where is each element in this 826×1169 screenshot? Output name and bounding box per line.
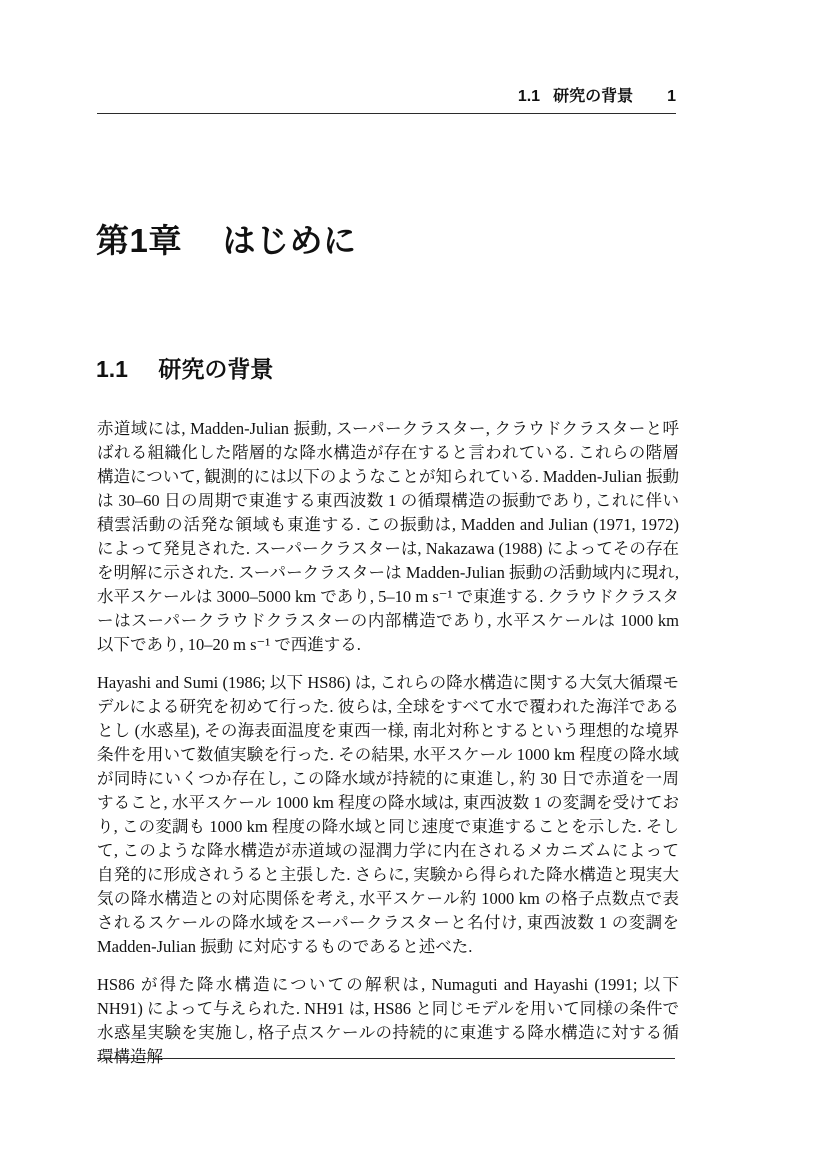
section-number: 1.1 xyxy=(96,356,128,382)
chapter-title: はじめに xyxy=(222,222,357,259)
paragraph-nh91-interpretation: HS86 が得た降水構造についての解釈は, Numaguti and Hayashi (1991; 以下 NH91) によって与えられた. NH91 は, HS86 と同じモデルを用いて同様の条件で水惑星実験を実施し, 格子点スケールの持続的に東進する降水構造に対する循環構造解 xyxy=(97,975,679,1066)
running-header-section-title: 研究の背景 xyxy=(553,88,634,105)
paragraph-intro-observations: 赤道域には, Madden-Julian 振動, スーパークラスター, クラウドクラスターと呼ばれる組織化した階層的な降水構造が存在すると言われている. これらの階層構造について, 観測的には以下のようなことが知られている. Madden-Julian 振動は 30–60 日の周期で東進する東西波数 1 の循環構造の振動であり, これに伴い積雲活動の活発な領域も東進する. この振動は, Madden and Julian (1971, 1972) によって発見された. スーパークラスターは, Nakazawa (1988) によってその存在を明解に示された. スーパークラスターは Madden-Julian 振動の活動域内に現れ, 水平スケールは 3000–5000 km であり, 5–10 m s⁻¹ で東進する. クラウドクラスターはスーパークラウドクラスターの内部構造であり, 水平スケールは 1000 km 以下であり, 10–20 m s⁻¹ で西進する. xyxy=(97,419,679,654)
section-heading xyxy=(96,351,273,384)
body-text xyxy=(97,417,679,1083)
paragraph-hs86-experiment: Hayashi and Sumi (1986; 以下 HS86) は, これらの降水構造に関する大気大循環モデルによる研究を初めて行った. 彼らは, 全球をすべて水で覆われた海洋であるとし (水惑星), その海表面温度を東西一様, 南北対称とするという理想的な境界条件を用いて数値実験を行った. その結果, 水平スケール 1000 km 程度の降水域が同時にいくつか存在し, この降水域が持続的に東進し, 約 30 日で赤道を一周すること, 水平スケール 1000 km 程度の降水域は, 東西波数 1 の変調を受けており, この変調も 1000 km 程度の降水域と同じ速度で東進することを示した. そして, このような降水構造が赤道域の湿潤力学に内在されるメカニズムによって自発的に形成されうると主張した. さらに, 実験から得られた降水構造と現実大気の降水構造との対応関係を考え, 水平スケール約 1000 km の格子点数点で表されるスケールの降水域をスーパークラスターと名付け, 東西波数 1 の変調を Madden-Julian 振動 に対応するものであると述べた. xyxy=(97,673,679,956)
running-header-section-number: 1.1 xyxy=(517,88,541,105)
page-number: 1 xyxy=(667,88,676,105)
section-title: 研究の背景 xyxy=(158,356,274,382)
footer-rule xyxy=(97,1058,675,1059)
running-header xyxy=(97,87,676,114)
chapter-heading xyxy=(96,215,357,262)
chapter-number: 第1章 xyxy=(96,222,182,259)
